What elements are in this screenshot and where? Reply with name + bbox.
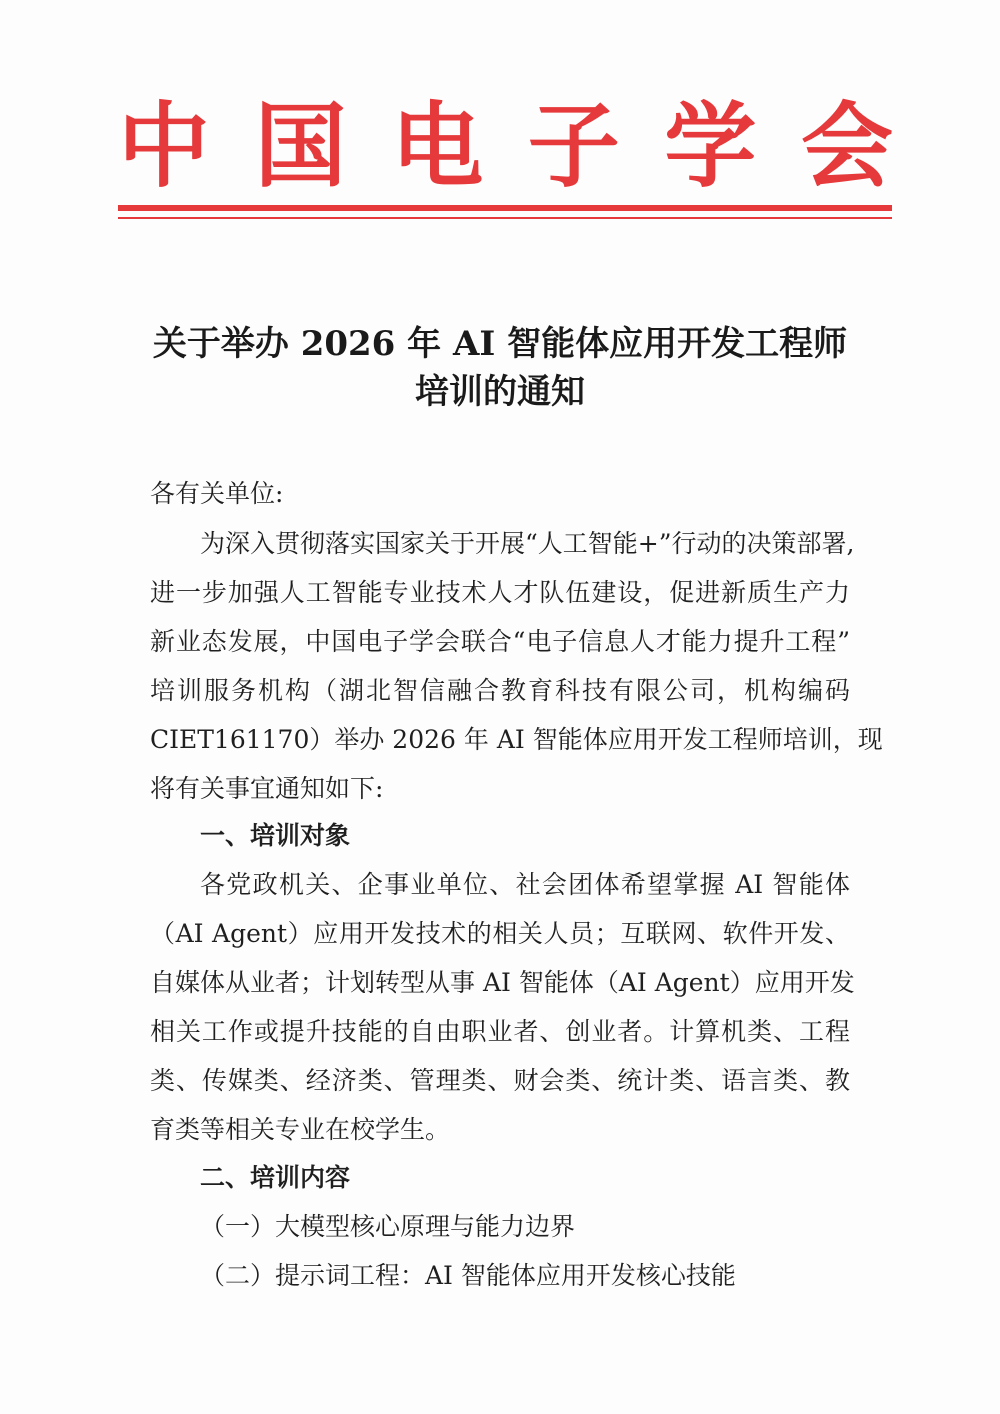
intro-line: 进一步加强人工智能专业技术人才队伍建设，促进新质生产力 [150,578,850,607]
intro-line: 为深入贯彻落实国家关于开展“人工智能+”行动的决策部署, [200,529,855,558]
section1-line: 各党政机关、企事业单位、社会团体希望掌握 AI 智能体 [200,870,850,899]
section-heading-training-content: 二、培训内容 [200,1163,351,1192]
section1-line: 自媒体从业者；计划转型从事 AI 智能体（AI Agent）应用开发 [150,968,855,997]
section1-line: （AI Agent）应用开发技术的相关人员；互联网、软件开发、 [150,919,850,948]
section1-line: 相关工作或提升技能的自由职业者、创业者。计算机类、工程 [150,1017,850,1046]
letterhead-char: 国 [254,93,347,200]
letterhead-rule-thin [118,217,892,219]
letterhead-char: 会 [800,93,893,200]
section2-item: （一）大模型核心原理与能力边界 [200,1212,576,1241]
letterhead-char: 中 [118,93,211,200]
intro-line: CIET161170）举办 2026 年 AI 智能体应用开发工程师培训，现 [150,725,883,754]
document-title-line-2: 培训的通知 [415,372,585,412]
section-heading-target-audience: 一、培训对象 [200,821,351,850]
section2-item: （二）提示词工程：AI 智能体应用开发核心技能 [200,1261,736,1290]
salutation: 各有关单位: [150,479,284,508]
letterhead-rule-thick [118,205,892,211]
letterhead [118,92,893,202]
intro-line: 培训服务机构（湖北智信融合教育科技有限公司，机构编码 [150,676,850,705]
section1-line: 育类等相关专业在校学生。 [150,1115,451,1144]
section1-line: 类、传媒类、经济类、管理类、财会类、统计类、语言类、教 [150,1066,850,1095]
intro-line: 新业态发展，中国电子学会联合“电子信息人才能力提升工程” [150,627,850,656]
intro-line: 将有关事宜通知如下: [150,774,384,803]
letterhead-char: 电 [391,93,484,200]
letterhead-char: 学 [664,93,757,200]
letterhead-char: 子 [527,93,620,200]
document-title-line-1: 关于举办 2026 年 AI 智能体应用开发工程师 [152,324,848,364]
